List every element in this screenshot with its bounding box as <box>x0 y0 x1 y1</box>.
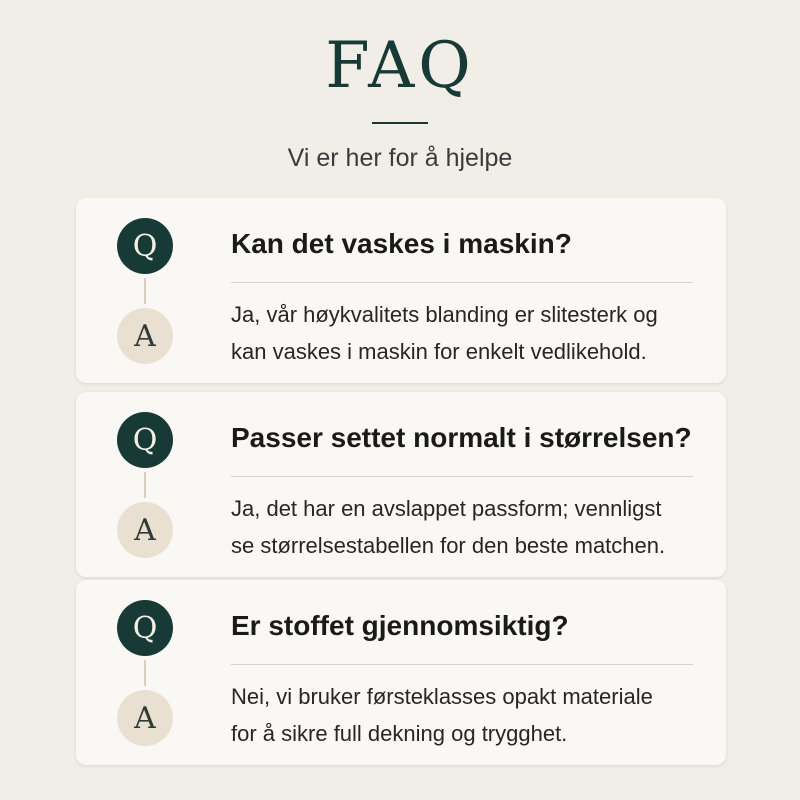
question-badge: Q <box>117 218 173 274</box>
title-underline <box>372 122 428 124</box>
faq-answer <box>231 490 711 564</box>
faq-answer-line: Ja, det har en avslappet passform; vennligst <box>231 496 662 521</box>
faq-answer <box>231 296 711 370</box>
answer-badge: A <box>117 690 173 746</box>
answer-badge: A <box>117 308 173 364</box>
badge-connector <box>144 472 146 498</box>
faq-question: Kan det vaskes i maskin? <box>231 228 572 259</box>
faq-card <box>76 198 726 383</box>
faq-question: Passer settet normalt i størrelsen? <box>231 422 692 453</box>
badge-connector <box>144 278 146 304</box>
badge-connector <box>144 660 146 686</box>
faq-divider <box>231 282 693 283</box>
faq-question: Er stoffet gjennomsiktig? <box>231 610 569 641</box>
faq-card <box>76 580 726 765</box>
faq-card <box>76 392 726 577</box>
answer-badge: A <box>117 502 173 558</box>
faq-answer <box>231 678 711 752</box>
page-title: FAQ <box>325 29 475 103</box>
faq-divider <box>231 476 693 477</box>
faq-divider <box>231 664 693 665</box>
faq-answer-line: Nei, vi bruker førsteklasses opakt materiale <box>231 684 653 709</box>
faq-answer-line: kan vaskes i maskin for enkelt vedlikehold. <box>231 339 647 364</box>
faq-answer-line: Ja, vår høykvalitets blanding er slitesterk og <box>231 302 658 327</box>
page-subtitle: Vi er her for å hjelpe <box>287 144 513 172</box>
faq-answer-line: se størrelsestabellen for den beste matchen. <box>231 533 666 558</box>
question-badge: Q <box>117 600 173 656</box>
faq-answer-line: for å sikre full dekning og trygghet. <box>231 721 568 746</box>
question-badge: Q <box>117 412 173 468</box>
